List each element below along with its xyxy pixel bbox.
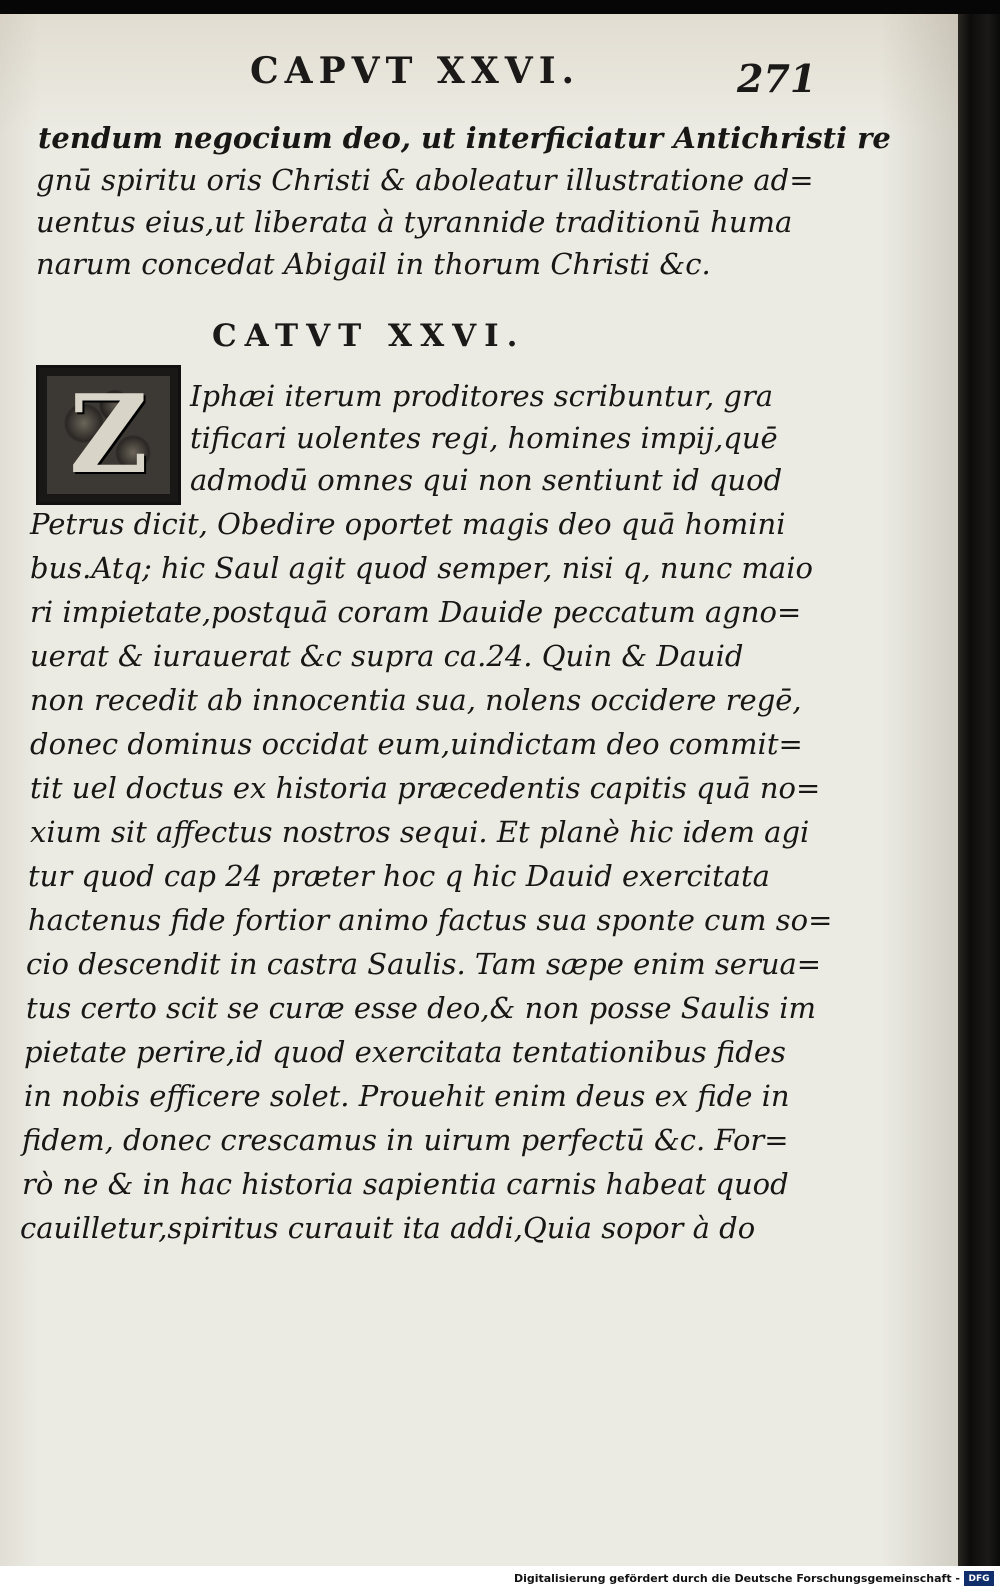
text-line: hactenus fide fortior animo factus sua sponte cum so=: [28, 903, 833, 937]
initial-letter: Z: [69, 372, 148, 498]
text-line: donec dominus occidat eum,uindictam deo commit=: [30, 727, 803, 761]
running-head: [0, 42, 958, 102]
text-line: tendum negocium deo, ut interficiatur Antichristi re: [38, 121, 891, 155]
text-line: tificari uolentes regi, homines impij,quē: [190, 421, 778, 455]
text-line: uentus eius,ut liberata à tyrannide traditionū huma: [36, 205, 793, 239]
text-line: tit uel doctus ex historia præcedentis capitis quā no=: [30, 771, 821, 805]
text-line: ri impietate,postquā coram Dauide peccatum agno=: [30, 595, 802, 629]
funding-notice: Digitalisierung gefördert durch die Deutsche Forschungsgemeinschaft -: [513, 1572, 960, 1585]
text-line: gnū spiritu oris Christi & aboleatur illustratione ad=: [36, 163, 814, 197]
text-line: fidem, donec crescamus in uirum perfectū &c. For=: [22, 1123, 789, 1157]
text-line: admodū omnes qui non sentiunt id quod: [190, 463, 783, 497]
page-number: 271: [737, 56, 817, 101]
text-line: tus certo scit se curæ esse deo,& non posse Saulis im: [26, 991, 817, 1025]
text-line: bus.Atq; hic Saul agit quod semper, nisi q, nunc maio: [30, 551, 813, 585]
text-line: pietate perire,id quod exercitata tentationibus fides: [24, 1035, 786, 1069]
text-line: cauilletur,spiritus curauit ita addi,Quia sopor à do: [20, 1211, 756, 1245]
decorated-initial: [36, 365, 181, 505]
dfg-logo: DFG: [964, 1571, 994, 1586]
book-spine: [958, 14, 1000, 1566]
text-line: Petrus dicit, Obedire oportet magis deo quā homini: [30, 507, 786, 541]
text-line: Iphæi iterum proditores scribuntur, gra: [190, 379, 774, 413]
text-line: cio descendit in castra Saulis. Tam sæpe enim serua=: [26, 947, 822, 981]
text-line: in nobis efficere solet. Prouehit enim deus ex fide in: [24, 1079, 790, 1113]
digitization-footer: [0, 1566, 1000, 1592]
chapter-heading: CATVT XXVI.: [212, 318, 526, 354]
text-line: tur quod cap 24 præter hoc q hic Dauid exercitata: [28, 859, 770, 893]
text-line: narum concedat Abigail in thorum Christi &c.: [36, 247, 711, 281]
text-line: uerat & iurauerat &c supra ca.24. Quin & Dauid: [30, 639, 744, 673]
running-head-title: CAPVT XXVI.: [250, 50, 581, 92]
text-line: rò ne & in hac historia sapientia carnis habeat quod: [22, 1167, 789, 1201]
text-line: non recedit ab innocentia sua, nolens occidere regē,: [30, 683, 802, 717]
text-line: xium sit affectus nostros sequi. Et planè hic idem agi: [30, 815, 810, 849]
